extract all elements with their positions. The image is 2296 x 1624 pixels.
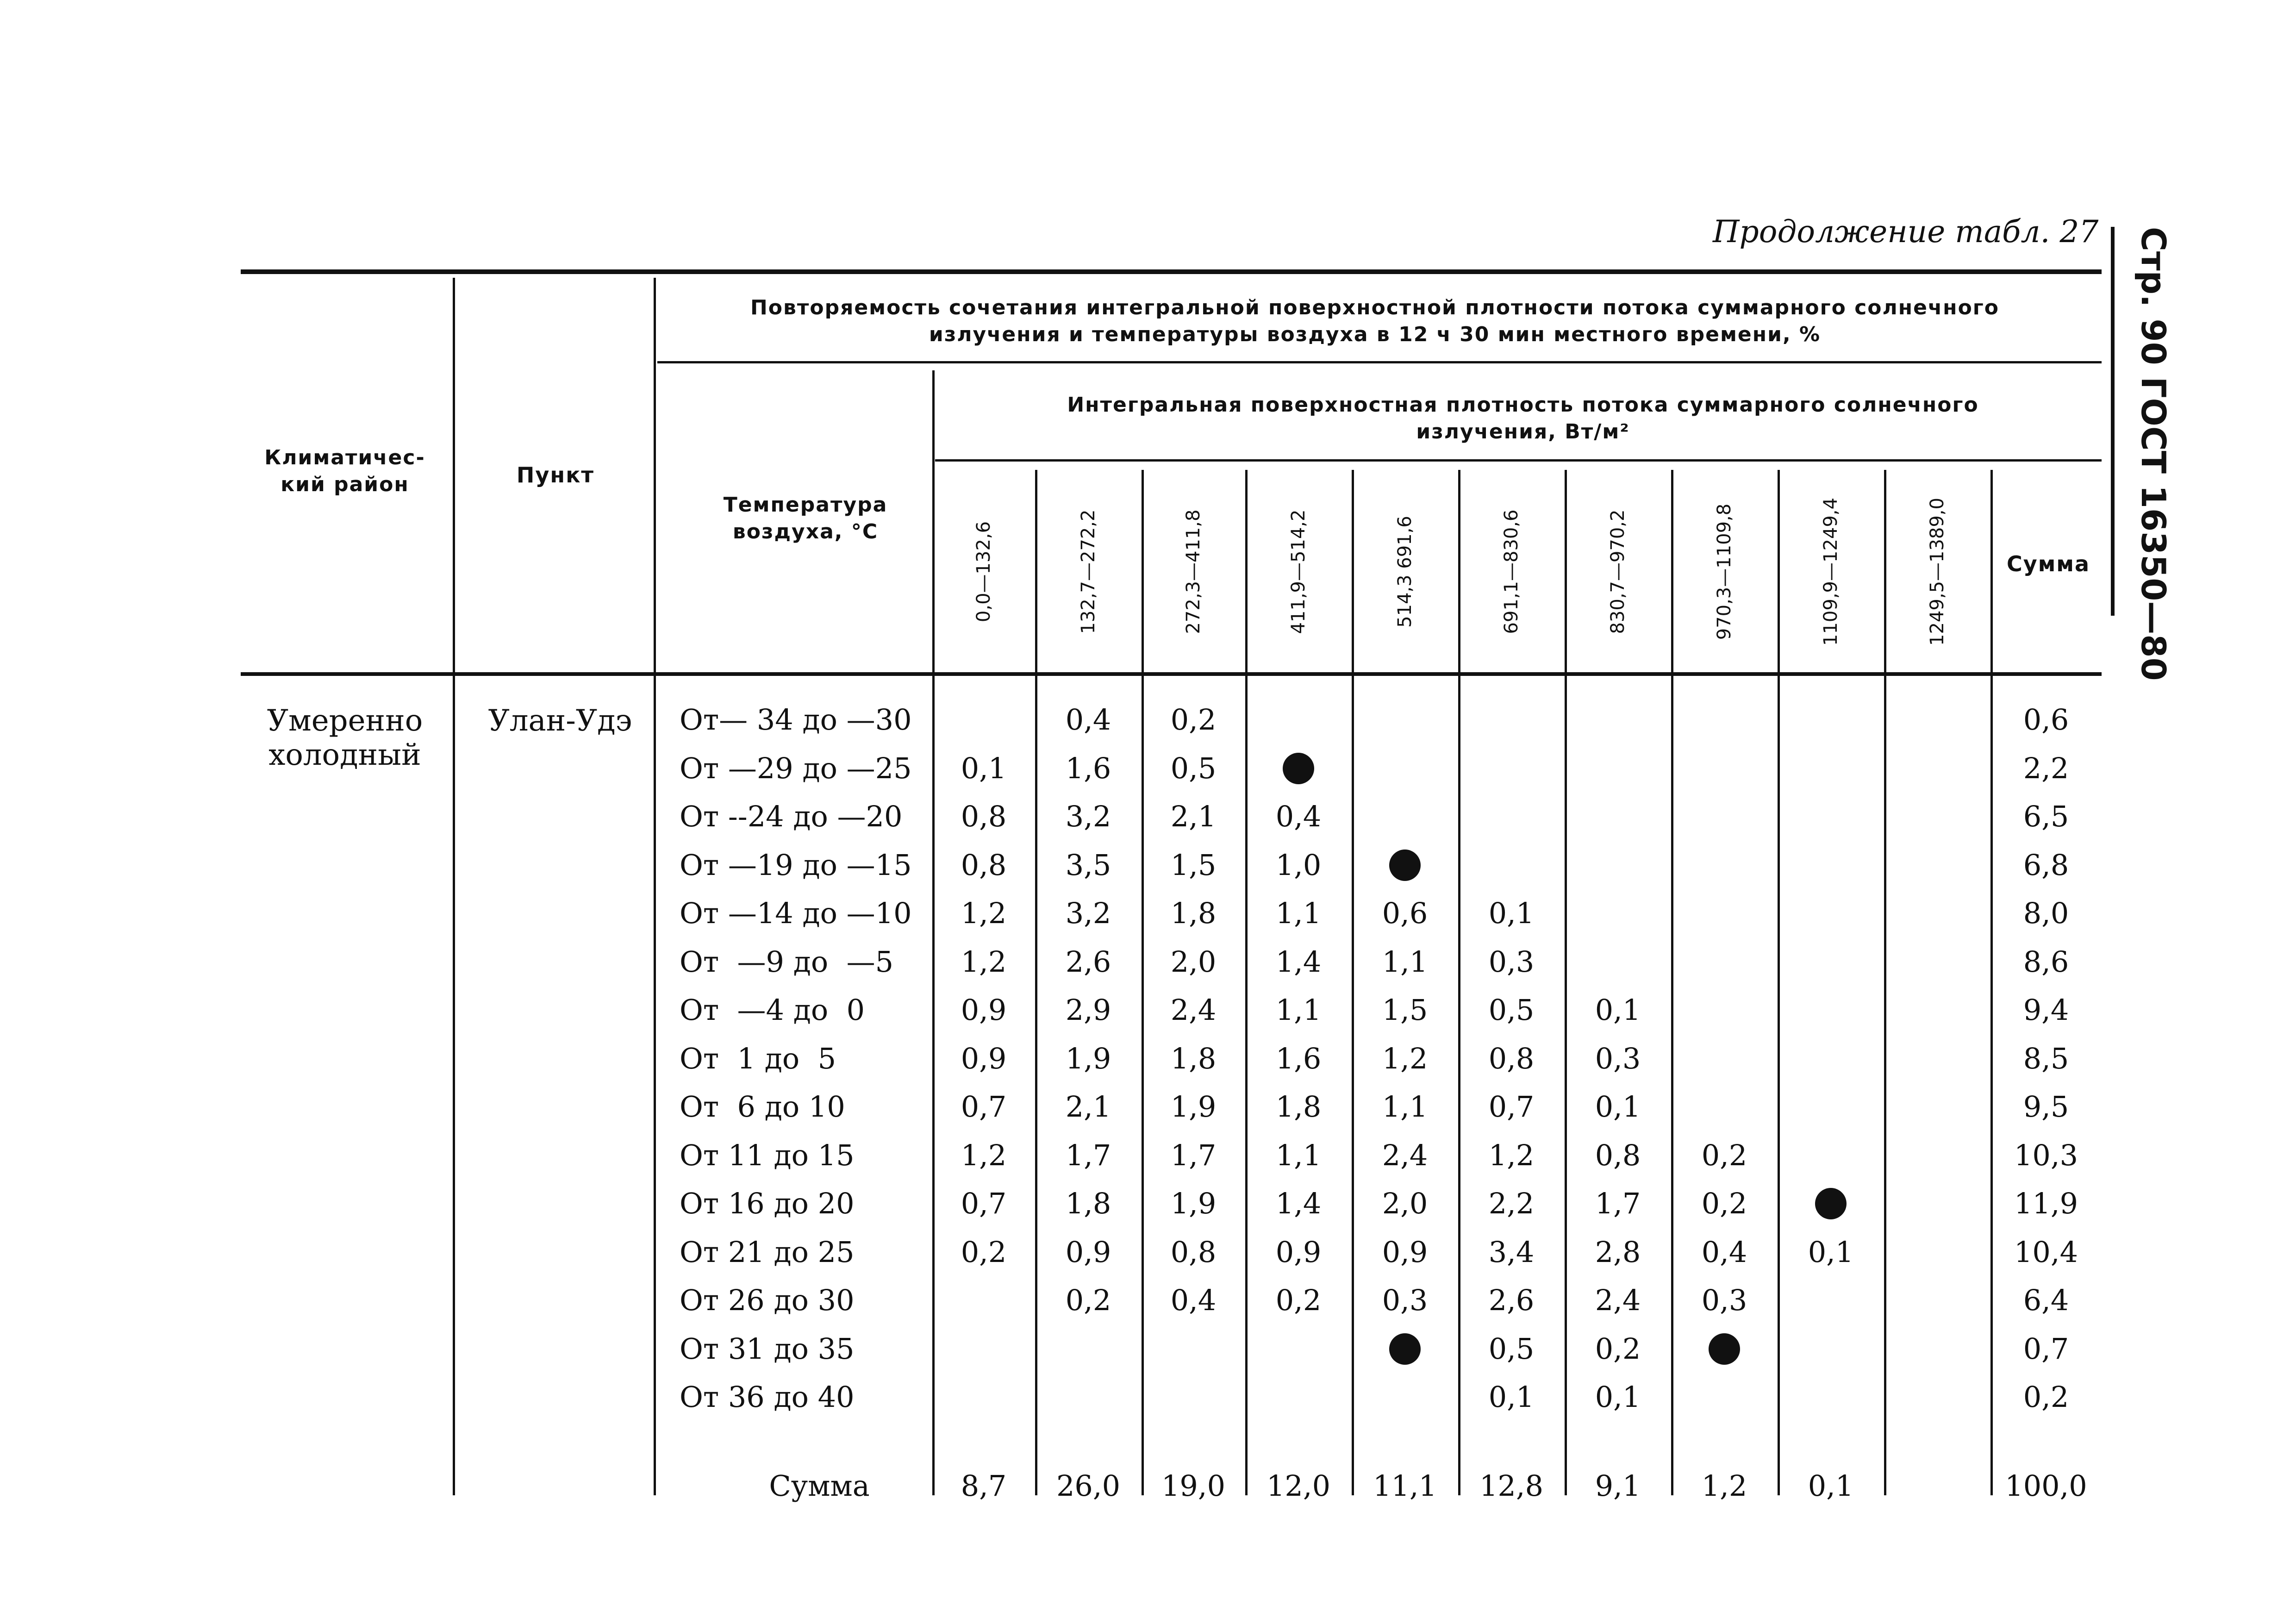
range-header-1: 0,0—132,6 [973, 521, 994, 623]
table-cell: 0,4 [1275, 800, 1322, 833]
table-cell: 2,0 [1170, 944, 1217, 979]
table-cell: 0,8 [961, 848, 1007, 882]
table-cell: 0,2 [1701, 1138, 1747, 1172]
table-cell: 0,1 [1488, 1380, 1535, 1414]
table-cell: 2,2 [1488, 1187, 1535, 1220]
range-header-4: 411,9—514,2 [1288, 509, 1309, 634]
row-sum-cell: 6,4 [2023, 1283, 2069, 1317]
row-sum-cell: 8,6 [2023, 944, 2069, 979]
table-cell: 0,4 [1701, 1235, 1747, 1269]
total-cell: 12,0 [1266, 1469, 1331, 1503]
table-cell: 1,8 [1275, 1090, 1322, 1124]
row-temperature-label: От —9 до —5 [680, 944, 894, 979]
table-cell: 0,7 [1488, 1090, 1535, 1124]
table-cell: 2,1 [1170, 800, 1217, 833]
table-cell: 1,7 [1065, 1138, 1111, 1172]
table-cell: 2,4 [1382, 1138, 1428, 1172]
row-temperature-label: От 11 до 15 [680, 1138, 855, 1172]
table-cell: 1,2 [961, 944, 1007, 979]
header-sum: Сумма [2007, 551, 2090, 576]
table-cell: 1,7 [1170, 1138, 1217, 1172]
total-label: Сумма [769, 1469, 870, 1503]
header-radiation-title: Интегральная поверхностная плотность потока суммарного солнечного излучения, Вт/м² [1067, 393, 1979, 443]
row-temperature-label: От 16 до 20 [680, 1187, 855, 1220]
table-cell: 2,6 [1065, 944, 1111, 979]
table-cell: 0,9 [1382, 1235, 1428, 1269]
header-region: Климатичес-кий район [264, 446, 425, 496]
table-cell: 0,1 [1595, 1380, 1641, 1414]
point-name: Улан-Удэ [488, 704, 632, 738]
table-cell: 3,2 [1065, 896, 1111, 930]
side-rule [2111, 227, 2115, 616]
side-page-text: Стр. 90 ГОСТ 16350—80 [2134, 227, 2173, 681]
table-cell: 0,2 [1065, 1283, 1111, 1317]
col-rule-8 [1458, 470, 1460, 1495]
col-rule-1 [453, 278, 455, 1495]
table-cell: 0,2 [1701, 1187, 1747, 1220]
table-cell: 0,3 [1488, 944, 1535, 979]
table-cell: 1,2 [1488, 1138, 1535, 1172]
row-temperature-label: От 6 до 10 [680, 1090, 845, 1124]
range-header-9: 1109,9—1249,4 [1820, 498, 1841, 646]
marker-dot-icon [1389, 1333, 1421, 1365]
table-cell: 0,1 [1808, 1235, 1854, 1269]
group-title-rule [657, 361, 2102, 363]
total-cell: 19,0 [1161, 1469, 1226, 1503]
table-cell: 1,6 [1065, 751, 1111, 785]
header-bottom-rule [241, 672, 2102, 676]
table-cell: 1,1 [1382, 944, 1428, 979]
row-temperature-label: От 36 до 40 [680, 1380, 855, 1414]
table-cell: 1,2 [1382, 1041, 1428, 1075]
range-header-2: 132,7—272,2 [1078, 509, 1099, 634]
table-cell: 0,1 [1488, 896, 1535, 930]
range-header-6: 691,1—830,6 [1501, 509, 1522, 634]
table-cell: 0,2 [1595, 1331, 1641, 1366]
row-sum-cell: 8,0 [2023, 896, 2069, 930]
table-cell: 2,8 [1595, 1235, 1641, 1269]
table-cell: 0,8 [961, 800, 1007, 833]
table-cell: 0,8 [1170, 1235, 1217, 1269]
table-cell: 1,2 [961, 896, 1007, 930]
region-name: Умеренно холодный [267, 704, 423, 772]
total-cell: 26,0 [1056, 1469, 1121, 1503]
table-cell: 1,4 [1275, 1187, 1322, 1220]
table-cell: 0,4 [1065, 703, 1111, 737]
row-temperature-label: От 31 до 35 [680, 1331, 855, 1366]
marker-dot-icon [1709, 1333, 1740, 1365]
header-group-title: Повторяемость сочетания интегральной поверхностной плотности потока суммарного солнечного излучения и температуры воздуха в 12 ч 30 мин местного времени, % [750, 296, 2000, 346]
table-cell: 1,7 [1595, 1187, 1641, 1220]
table-cell: 0,4 [1170, 1283, 1217, 1317]
row-temperature-label: От —14 до —10 [680, 896, 912, 930]
radiation-title-rule [935, 459, 2102, 462]
row-sum-cell: 6,5 [2023, 800, 2069, 833]
row-temperature-label: От —29 до —25 [680, 751, 912, 785]
table-cell: 0,5 [1170, 751, 1217, 785]
table-cell: 0,9 [961, 1041, 1007, 1075]
col-rule-2 [654, 278, 656, 1495]
table-cell: 0,9 [1065, 1235, 1111, 1269]
table-cell: 0,2 [961, 1235, 1007, 1269]
row-sum-cell: 0,6 [2023, 703, 2069, 737]
table-cell: 3,2 [1065, 800, 1111, 833]
continuation-label: Продолжение табл. 27 [1713, 214, 2099, 250]
total-sum-cell: 100,0 [2005, 1469, 2087, 1503]
table-cell: 1,9 [1170, 1090, 1217, 1124]
table-cell: 0,2 [1170, 703, 1217, 737]
table-cell: 2,4 [1170, 993, 1217, 1027]
table-top-rule [241, 269, 2102, 274]
table-cell: 1,8 [1170, 1041, 1217, 1075]
table-cell: 0,7 [961, 1187, 1007, 1220]
total-cell: 8,7 [961, 1469, 1007, 1503]
table-cell: 1,6 [1275, 1041, 1322, 1075]
marker-dot-icon [1815, 1188, 1847, 1219]
table-cell: 0,5 [1488, 1331, 1535, 1366]
table-cell: 2,9 [1065, 993, 1111, 1027]
range-header-3: 272,3—411,8 [1183, 509, 1204, 634]
table-cell: 1,1 [1275, 896, 1322, 930]
range-header-8: 970,3—1109,8 [1714, 503, 1735, 640]
col-rule-5 [1142, 470, 1144, 1495]
table-cell: 0,1 [1595, 993, 1641, 1027]
row-sum-cell: 8,5 [2023, 1041, 2069, 1075]
marker-dot-icon [1389, 849, 1421, 881]
col-rule-4 [1035, 470, 1037, 1495]
row-temperature-label: От —19 до —15 [680, 848, 912, 882]
col-rule-13 [1990, 470, 1993, 1495]
table-cell: 1,0 [1275, 848, 1322, 882]
col-rule-9 [1565, 470, 1567, 1495]
col-rule-7 [1352, 470, 1354, 1495]
table-cell: 1,2 [961, 1138, 1007, 1172]
total-cell: 1,2 [1701, 1469, 1747, 1503]
table-cell: 0,6 [1382, 896, 1428, 930]
row-sum-cell: 11,9 [2014, 1187, 2078, 1220]
table-cell: 1,9 [1065, 1041, 1111, 1075]
range-header-5: 514,3 691,6 [1394, 516, 1416, 628]
row-temperature-label: От --24 до —20 [680, 800, 903, 833]
row-sum-cell: 0,7 [2023, 1331, 2069, 1366]
table-cell: 0,8 [1595, 1138, 1641, 1172]
row-temperature-label: От 26 до 30 [680, 1283, 855, 1317]
table-cell: 1,1 [1275, 1138, 1322, 1172]
row-sum-cell: 9,4 [2023, 993, 2069, 1027]
table-cell: 1,5 [1382, 993, 1428, 1027]
total-cell: 11,1 [1373, 1469, 1437, 1503]
row-sum-cell: 6,8 [2023, 848, 2069, 882]
table-cell: 1,8 [1065, 1187, 1111, 1220]
row-temperature-label: От 21 до 25 [680, 1235, 855, 1269]
range-header-10: 1249,5—1389,0 [1927, 498, 1948, 646]
table-cell: 3,4 [1488, 1235, 1535, 1269]
row-sum-cell: 10,3 [2014, 1138, 2078, 1172]
table-cell: 1,4 [1275, 944, 1322, 979]
row-temperature-label: От 1 до 5 [680, 1041, 836, 1075]
table-cell: 0,9 [1275, 1235, 1322, 1269]
row-sum-cell: 10,4 [2014, 1235, 2078, 1269]
table-cell: 2,1 [1065, 1090, 1111, 1124]
total-cell: 0,1 [1808, 1469, 1854, 1503]
table-cell: 0,1 [1595, 1090, 1641, 1124]
row-temperature-label: От —4 до 0 [680, 993, 865, 1027]
col-rule-6 [1245, 470, 1248, 1495]
row-sum-cell: 2,2 [2023, 751, 2069, 785]
header-point: Пункт [516, 462, 595, 487]
table-cell: 0,5 [1488, 993, 1535, 1027]
marker-dot-icon [1283, 753, 1314, 784]
col-rule-12 [1884, 470, 1886, 1495]
total-cell: 12,8 [1479, 1469, 1544, 1503]
table-cell: 0,3 [1701, 1283, 1747, 1317]
table-cell: 0,3 [1382, 1283, 1428, 1317]
col-rule-10 [1671, 470, 1673, 1495]
table-cell: 0,7 [961, 1090, 1007, 1124]
table-cell: 0,3 [1595, 1041, 1641, 1075]
col-rule-11 [1778, 470, 1780, 1495]
table-cell: 2,4 [1595, 1283, 1641, 1317]
range-header-7: 830,7—970,2 [1607, 509, 1628, 634]
table-cell: 0,2 [1275, 1283, 1322, 1317]
table-cell: 1,8 [1170, 896, 1217, 930]
row-sum-cell: 9,5 [2023, 1090, 2069, 1124]
table-cell: 1,9 [1170, 1187, 1217, 1220]
table-cell: 2,6 [1488, 1283, 1535, 1317]
table-cell: 0,1 [961, 751, 1007, 785]
row-sum-cell: 0,2 [2023, 1380, 2069, 1414]
table-cell: 1,1 [1382, 1090, 1428, 1124]
table-cell: 1,5 [1170, 848, 1217, 882]
table-cell: 1,1 [1275, 993, 1322, 1027]
table-cell: 0,9 [961, 993, 1007, 1027]
table-cell: 3,5 [1065, 848, 1111, 882]
side-page-label [2121, 227, 2186, 681]
row-temperature-label: От— 34 до —30 [680, 703, 912, 737]
table-cell: 0,8 [1488, 1041, 1535, 1075]
header-temperature: Температура воздуха, °С [723, 493, 888, 543]
total-cell: 9,1 [1595, 1469, 1641, 1503]
table-cell: 2,0 [1382, 1187, 1428, 1220]
